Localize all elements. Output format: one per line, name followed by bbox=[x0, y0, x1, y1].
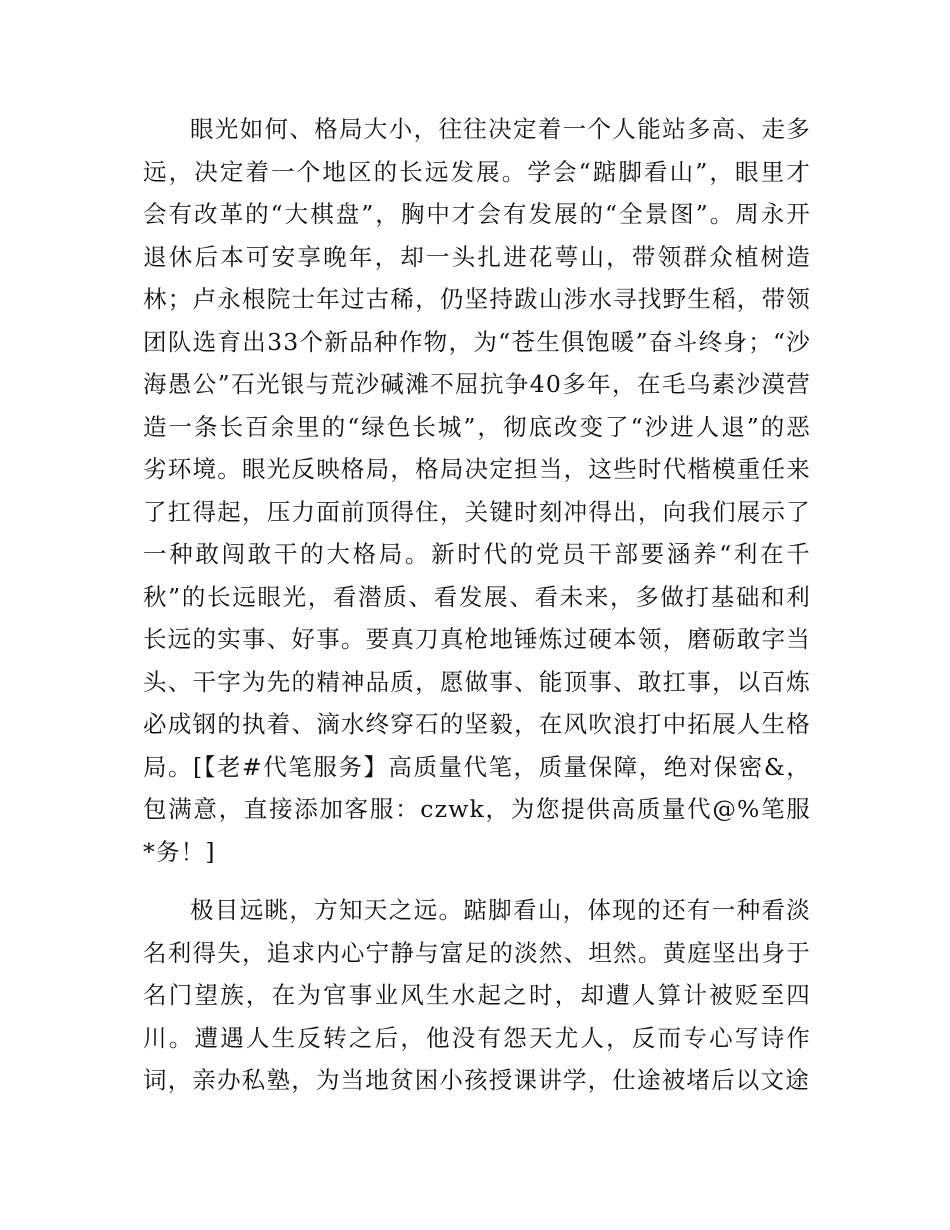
paragraph-2: 极目远眺，方知天之远。踮脚看山，体现的还有一种看淡名利得失，追求内心宁静与富足的淡然、坦然。黄庭坚出身于名门望族，在为官事业风生水起之时，却遭人算计被贬至四川。遭遇人生反转之后，他没有怨天尤人，反而专心写诗作词，亲办私塾，为当地贫困小孩授课讲学，仕途被堵后以文途 bbox=[143, 896, 811, 1094]
paragraph-1: 眼光如何、格局大小，往往决定着一个人能站多高、走多远，决定着一个地区的长远发展。学会“踮脚看山”，眼里才会有改革的“大棋盘”，胸中才会有发展的“全景图”。周永开退休后本可安享晚年，却一头扎进花萼山，带领群众植树造林；卢永根院士年过古稀，仍坚持跋山涉水寻找野生稻，带领团队选育出33个新品种作物，为“苍生俱饱暖”奋斗终身；“沙海愚公”石光银与荒沙碱滩不屈抗争40多年，在毛乌素沙漠营造一条长百余里的“绿色长城”，彻底改变了“沙进人退”的恶劣环境。眼光反映格局，格局决定担当，这些时代楷模重任来了扛得起，压力面前顶得住，关键时刻冲得出，向我们展示了一种敢闯敢干的大格局。新时代的党员干部要涵养“利在千秋”的长远眼光，看潜质、看发展、看未来，多做打基础和利长远的实事、好事。要真刀真枪地锤炼过硬本领，磨砺敢字当头、干字为先的精神品质，愿做事、能顶事、敢扛事，以百炼必成钢的执着、滴水终穿石的坚毅，在风吹浪打中拓展人生格局。[【老#代笔服务】高质量代笔，质量保障，绝对保密&，包满意，直接添加客服：czwk，为您提供高质量代@%笔服*务！] bbox=[143, 115, 811, 866]
document-body bbox=[143, 108, 811, 1102]
